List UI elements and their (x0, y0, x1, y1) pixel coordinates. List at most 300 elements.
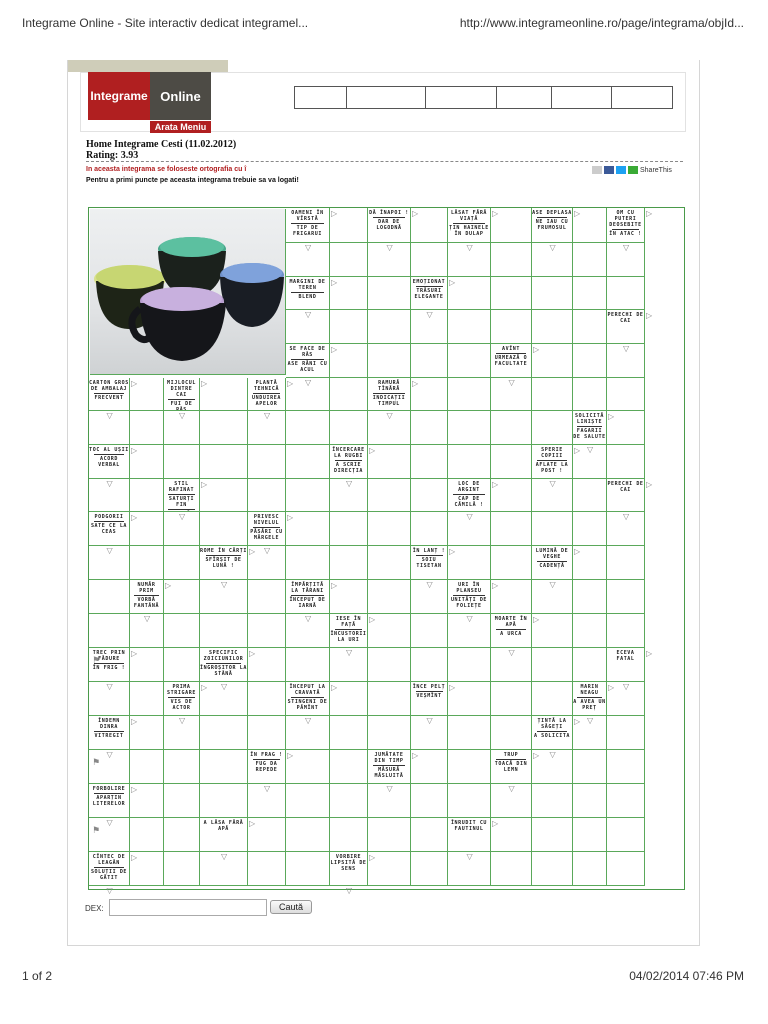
letter-cell[interactable] (130, 750, 164, 784)
arrow-right-icon: ▷ (646, 480, 653, 489)
letter-cell[interactable] (286, 310, 330, 344)
letter-cell[interactable] (368, 784, 411, 818)
letter-cell[interactable] (491, 716, 532, 750)
clue-text: MOARTE ÎN APĂ (494, 616, 528, 628)
letter-cell[interactable] (248, 716, 286, 750)
letter-cell[interactable] (573, 614, 607, 648)
letter-cell[interactable] (286, 648, 330, 682)
dex-label: DEX: (85, 904, 104, 913)
clue-text: ÎNCEPUT DE IARNĂ (289, 597, 326, 609)
letter-cell[interactable] (130, 784, 164, 818)
letter-cell[interactable] (130, 648, 164, 682)
clue-separator (416, 286, 443, 287)
letter-cell[interactable] (368, 682, 411, 716)
arrow-right-icon: ▷ (201, 379, 208, 388)
letter-cell[interactable] (532, 852, 573, 886)
letter-cell[interactable] (200, 512, 248, 546)
show-menu-button[interactable]: Arata Meniu (150, 121, 211, 133)
letter-cell[interactable] (368, 445, 411, 479)
letter-cell[interactable] (130, 378, 164, 411)
letter-cell[interactable] (448, 411, 491, 445)
letter-cell[interactable] (130, 852, 164, 886)
letter-cell[interactable] (130, 716, 164, 750)
letter-cell[interactable] (411, 378, 448, 411)
crumb-title[interactable]: Home Integrame Cesti (11.02.2012) (86, 139, 237, 150)
letter-cell[interactable] (130, 411, 164, 445)
letter-cell[interactable] (248, 852, 286, 886)
letter-cell[interactable] (286, 479, 330, 512)
letter-cell[interactable] (607, 716, 645, 750)
share-icon[interactable] (628, 166, 638, 174)
letter-cell[interactable] (448, 546, 491, 580)
letter-cell[interactable] (491, 512, 532, 546)
letter-cell[interactable] (368, 344, 411, 378)
letter-cell[interactable] (607, 411, 645, 445)
letter-cell[interactable] (330, 648, 368, 682)
arrow-right-icon: ▷ (646, 209, 653, 218)
arrow-down-icon: ▽ (346, 479, 353, 488)
arrow-down-icon: ▽ (305, 614, 312, 623)
letter-cell[interactable] (448, 445, 491, 479)
nav-box[interactable] (551, 86, 612, 109)
letter-cell[interactable] (411, 344, 448, 378)
letter-cell[interactable] (330, 344, 368, 378)
clue-text: NUMĂR PRIM (137, 582, 156, 594)
letter-cell[interactable] (248, 411, 286, 445)
letter-cell[interactable] (411, 750, 448, 784)
letter-cell[interactable] (200, 411, 248, 445)
letter-cell[interactable] (286, 243, 330, 277)
clue-text: INDICAȚII TIMPUL (372, 395, 406, 407)
letter-cell[interactable] (607, 818, 645, 852)
letter-cell[interactable] (368, 411, 411, 445)
letter-cell[interactable] (330, 243, 368, 277)
letter-cell[interactable] (164, 445, 200, 479)
letter-cell[interactable] (532, 512, 573, 546)
letter-cell[interactable] (411, 512, 448, 546)
clue-text: PERECHI DE CAI (607, 312, 644, 324)
letter-cell[interactable] (573, 852, 607, 886)
arrow-right-icon: ▷ (412, 751, 419, 760)
letter-cell[interactable] (411, 479, 448, 512)
letter-cell[interactable] (130, 546, 164, 580)
letter-cell[interactable] (573, 208, 607, 243)
clue-text: STINGENI DE PĂMÎNT (287, 699, 328, 711)
clue-separator (453, 595, 485, 596)
clue-text: ECEVA FATAL (616, 650, 635, 662)
letter-cell[interactable] (330, 310, 368, 344)
clue-text: APARȚIN LITERELOR (92, 795, 126, 807)
letter-cell[interactable] (532, 344, 573, 378)
letter-cell[interactable] (286, 716, 330, 750)
clue-cell (89, 852, 130, 886)
clue-text: VITREGIT (94, 733, 124, 739)
letter-cell[interactable] (200, 614, 248, 648)
clue-separator (291, 292, 323, 293)
arrow-right-icon: ▷ (201, 480, 208, 489)
nav-box[interactable] (496, 86, 552, 109)
letter-cell[interactable] (200, 750, 248, 784)
letter-cell[interactable] (532, 310, 573, 344)
letter-cell[interactable] (368, 614, 411, 648)
letter-cell[interactable] (164, 818, 200, 852)
letter-cell[interactable] (532, 784, 573, 818)
letter-cell[interactable] (330, 818, 368, 852)
letter-cell[interactable] (448, 784, 491, 818)
clue-text: TOC AL UȘII (89, 447, 129, 453)
letter-cell[interactable] (200, 378, 248, 411)
letter-cell[interactable] (448, 682, 491, 716)
dex-search-input[interactable] (109, 899, 267, 916)
letter-cell[interactable] (411, 445, 448, 479)
letter-cell[interactable] (491, 784, 532, 818)
twitter-icon[interactable] (616, 166, 626, 174)
letter-cell[interactable] (573, 818, 607, 852)
logo-integrame[interactable]: Integrame (88, 72, 150, 120)
letter-cell[interactable] (164, 716, 200, 750)
letter-cell[interactable] (200, 445, 248, 479)
letter-cell[interactable] (532, 277, 573, 310)
letter-cell[interactable] (491, 682, 532, 716)
arrow-right-icon: ▷ (492, 209, 499, 218)
letter-cell[interactable] (411, 648, 448, 682)
arrow-right-icon: ▷ (449, 547, 456, 556)
flag-icon: ⚑ (92, 758, 101, 768)
letter-cell[interactable] (573, 546, 607, 580)
letter-cell[interactable] (164, 750, 200, 784)
clue-cell (532, 546, 573, 580)
login-note: Pentru a primi puncte pe aceasta integrama trebuie sa va logati! (86, 177, 299, 184)
letter-cell[interactable] (330, 716, 368, 750)
clue-cell (89, 512, 130, 546)
letter-cell[interactable] (448, 614, 491, 648)
letter-cell[interactable] (368, 546, 411, 580)
letter-cell[interactable] (532, 580, 573, 614)
arrow-right-icon: ▷ (492, 480, 499, 489)
letter-cell[interactable] (532, 479, 573, 512)
clue-cell (532, 716, 573, 750)
letter-cell[interactable] (491, 378, 532, 411)
clue-text: A SCRIE DIRECȚIA (334, 462, 363, 474)
letter-cell[interactable] (164, 411, 200, 445)
clue-cell (607, 648, 645, 682)
letter-cell[interactable] (573, 378, 607, 411)
dex-search-button[interactable]: Caută (270, 900, 312, 914)
letter-cell[interactable] (330, 512, 368, 546)
letter-cell[interactable] (89, 580, 130, 614)
letter-cell[interactable] (448, 852, 491, 886)
letter-cell[interactable] (607, 445, 645, 479)
letter-cell[interactable] (164, 614, 200, 648)
email-icon[interactable] (592, 166, 602, 174)
letter-cell[interactable] (368, 852, 411, 886)
print-datetime: 04/02/2014 07:46 PM (629, 969, 744, 983)
letter-cell[interactable] (491, 852, 532, 886)
letter-cell[interactable] (330, 546, 368, 580)
letter-cell[interactable] (448, 310, 491, 344)
letter-cell[interactable] (248, 580, 286, 614)
letter-cell[interactable] (573, 479, 607, 512)
letter-cell[interactable] (89, 682, 130, 716)
arrow-down-icon: ▽ (466, 512, 473, 521)
clue-cell (286, 682, 330, 716)
arrow-right-icon: ▷ (165, 581, 172, 590)
nav-box[interactable] (294, 86, 347, 109)
letter-cell[interactable] (368, 310, 411, 344)
clue-separator (206, 555, 241, 556)
letter-cell[interactable] (532, 750, 573, 784)
rating: Rating: 3.93 (86, 150, 139, 161)
share-label[interactable]: ShareThis (640, 166, 672, 174)
letter-cell[interactable] (491, 818, 532, 852)
letter-cell[interactable] (448, 512, 491, 546)
letter-cell[interactable] (330, 682, 368, 716)
clue-text: TOACĂ DIN LEMN (494, 761, 528, 773)
letter-cell[interactable] (573, 784, 607, 818)
letter-cell[interactable] (607, 378, 645, 411)
letter-cell[interactable] (448, 243, 491, 277)
letter-cell[interactable] (448, 378, 491, 411)
letter-cell[interactable] (164, 648, 200, 682)
letter-cell[interactable] (532, 243, 573, 277)
letter-cell[interactable] (200, 580, 248, 614)
arrow-down-icon: ▽ (549, 479, 556, 488)
letter-cell[interactable] (573, 716, 607, 750)
letter-cell[interactable] (491, 648, 532, 682)
letter-cell[interactable] (248, 784, 286, 818)
letter-cell[interactable] (200, 784, 248, 818)
letter-cell[interactable] (448, 344, 491, 378)
clue-text: CARTON GROS DE AMBALAJ (89, 380, 129, 392)
letter-cell[interactable] (286, 614, 330, 648)
clue-separator (134, 595, 159, 596)
clue-cell (368, 208, 411, 243)
letter-cell[interactable] (411, 784, 448, 818)
letter-cell[interactable] (89, 614, 130, 648)
clue-cell (286, 277, 330, 310)
letter-cell[interactable] (532, 378, 573, 411)
clue-text: FRECVENT (94, 395, 124, 401)
letter-cell[interactable] (607, 243, 645, 277)
letter-cell[interactable] (130, 682, 164, 716)
letter-cell[interactable] (330, 208, 368, 243)
letter-cell[interactable] (286, 546, 330, 580)
letter-cell[interactable] (491, 580, 532, 614)
letter-cell[interactable] (491, 411, 532, 445)
letter-cell[interactable] (200, 682, 248, 716)
letter-cell[interactable] (607, 750, 645, 784)
letter-cell[interactable] (573, 310, 607, 344)
letter-cell[interactable] (248, 818, 286, 852)
letter-cell[interactable] (286, 852, 330, 886)
clue-cell (286, 344, 330, 378)
arrow-right-icon: ▷ (201, 683, 208, 692)
letter-cell[interactable] (491, 546, 532, 580)
letter-cell[interactable] (200, 479, 248, 512)
letter-cell[interactable] (330, 378, 368, 411)
clue-separator (373, 393, 405, 394)
clue-text: ÎMPĂRȚITĂ LA TĂRANI (291, 582, 324, 594)
letter-cell[interactable] (286, 512, 330, 546)
letter-cell[interactable] (573, 344, 607, 378)
letter-cell[interactable] (130, 479, 164, 512)
letter-cell[interactable] (607, 580, 645, 614)
arrow-down-icon: ▽ (106, 750, 113, 759)
letter-cell[interactable] (573, 648, 607, 682)
letter-cell[interactable] (286, 784, 330, 818)
letter-cell[interactable] (248, 479, 286, 512)
clue-separator (94, 867, 124, 868)
letter-cell[interactable] (607, 277, 645, 310)
letter-cell[interactable] (532, 818, 573, 852)
logo-online[interactable]: Online (150, 72, 211, 120)
clue-separator (577, 697, 602, 698)
letter-cell[interactable] (286, 818, 330, 852)
arrow-down-icon: ▽ (106, 411, 113, 420)
letter-cell[interactable] (368, 716, 411, 750)
letter-cell[interactable] (532, 648, 573, 682)
letter-cell[interactable] (607, 512, 645, 546)
clue-text: FUG DA REPEDE (255, 761, 278, 773)
letter-cell[interactable] (164, 546, 200, 580)
letter-cell[interactable] (368, 512, 411, 546)
letter-cell[interactable] (411, 208, 448, 243)
letter-cell[interactable] (164, 784, 200, 818)
clue-cell (248, 512, 286, 546)
letter-cell[interactable] (491, 243, 532, 277)
clue-text: A AVEA UN PREȚ (573, 699, 606, 711)
letter-cell[interactable] (573, 512, 607, 546)
letter-cell[interactable] (448, 716, 491, 750)
letter-cell[interactable] (607, 344, 645, 378)
clue-cell (573, 411, 607, 445)
arrow-right-icon: ▷ (574, 209, 581, 218)
clue-text: ÎN ATAC ! (609, 231, 642, 237)
letter-cell[interactable] (573, 243, 607, 277)
letter-cell[interactable] (532, 682, 573, 716)
letter-cell[interactable] (286, 445, 330, 479)
letter-cell[interactable] (607, 546, 645, 580)
letter-cell[interactable] (368, 479, 411, 512)
letter-cell[interactable] (330, 750, 368, 784)
nav-box[interactable] (346, 86, 426, 109)
letter-cell[interactable] (607, 682, 645, 716)
letter-cell[interactable] (532, 614, 573, 648)
letter-cell[interactable] (573, 445, 607, 479)
arrow-down-icon: ▽ (305, 378, 312, 387)
nav-box[interactable] (611, 86, 673, 109)
letter-cell[interactable] (411, 310, 448, 344)
letter-cell[interactable] (368, 648, 411, 682)
letter-cell[interactable] (491, 445, 532, 479)
letter-cell[interactable] (368, 243, 411, 277)
letter-cell[interactable] (411, 852, 448, 886)
letter-cell[interactable] (573, 277, 607, 310)
letter-cell[interactable] (248, 648, 286, 682)
letter-cell[interactable] (164, 512, 200, 546)
letter-cell[interactable] (330, 411, 368, 445)
letter-cell[interactable] (330, 479, 368, 512)
letter-cell[interactable] (448, 750, 491, 784)
arrow-down-icon: ▽ (623, 344, 630, 353)
nav-box[interactable] (425, 86, 497, 109)
letter-cell[interactable] (411, 614, 448, 648)
clue-text: DĂ ÎNAPOI ! (369, 210, 409, 216)
letter-cell[interactable] (164, 852, 200, 886)
letter-cell[interactable] (200, 852, 248, 886)
letter-cell[interactable] (286, 750, 330, 784)
arrow-right-icon: ▷ (574, 547, 581, 556)
letter-cell[interactable] (248, 445, 286, 479)
letter-cell[interactable] (164, 580, 200, 614)
letter-cell[interactable] (286, 411, 330, 445)
letter-cell[interactable] (330, 580, 368, 614)
letter-cell[interactable] (607, 614, 645, 648)
clue-text: JUMĂTATE DIN TIMP (374, 752, 404, 764)
letter-cell[interactable] (248, 614, 286, 648)
arrow-down-icon: ▽ (549, 243, 556, 252)
letter-cell[interactable] (607, 852, 645, 886)
letter-cell[interactable] (130, 445, 164, 479)
letter-cell[interactable] (89, 546, 130, 580)
letter-cell[interactable] (200, 716, 248, 750)
facebook-icon[interactable] (604, 166, 614, 174)
letter-cell[interactable] (368, 580, 411, 614)
clue-text: ÎNCE PELȚ (412, 684, 446, 690)
letter-cell[interactable] (448, 277, 491, 310)
letter-cell[interactable] (330, 277, 368, 310)
letter-cell[interactable] (491, 277, 532, 310)
letter-cell[interactable] (368, 277, 411, 310)
letter-cell[interactable] (411, 411, 448, 445)
arrow-right-icon: ▷ (131, 379, 138, 388)
letter-cell[interactable] (491, 310, 532, 344)
clue-text: ÎN FRIG ! (92, 665, 126, 671)
arrow-right-icon: ▷ (249, 649, 256, 658)
letter-cell[interactable] (411, 818, 448, 852)
letter-cell[interactable] (573, 580, 607, 614)
letter-cell[interactable] (532, 411, 573, 445)
clue-cell (573, 682, 607, 716)
letter-cell[interactable] (286, 378, 330, 411)
letter-cell[interactable] (130, 818, 164, 852)
letter-cell[interactable] (89, 479, 130, 512)
letter-cell[interactable] (411, 580, 448, 614)
clue-text: CÎNTEC DE LEAGĂN (92, 854, 126, 866)
arrow-down-icon: ▽ (587, 716, 594, 725)
clue-text: AFLATE LA POST ! (535, 462, 569, 474)
clue-cell (448, 208, 491, 243)
letter-cell[interactable] (130, 614, 164, 648)
letter-cell[interactable] (491, 208, 532, 243)
letter-cell[interactable] (411, 243, 448, 277)
clue-text: SPECIFIC ZOICIUNILOR (203, 650, 244, 662)
letter-cell[interactable] (411, 716, 448, 750)
letter-cell[interactable] (248, 546, 286, 580)
letter-cell[interactable] (248, 682, 286, 716)
browser-url[interactable]: http://www.integrameonline.ro/page/integrama/objId... (459, 16, 744, 30)
letter-cell[interactable] (448, 648, 491, 682)
letter-cell[interactable] (573, 750, 607, 784)
letter-cell[interactable] (368, 818, 411, 852)
letter-cell[interactable] (89, 411, 130, 445)
letter-cell[interactable] (607, 784, 645, 818)
clue-cell (200, 648, 248, 682)
letter-cell[interactable] (491, 479, 532, 512)
clue-text: OM CU PUTERI DEOSEBITE (609, 210, 642, 228)
letter-cell[interactable] (330, 784, 368, 818)
letter-cell[interactable] (130, 512, 164, 546)
